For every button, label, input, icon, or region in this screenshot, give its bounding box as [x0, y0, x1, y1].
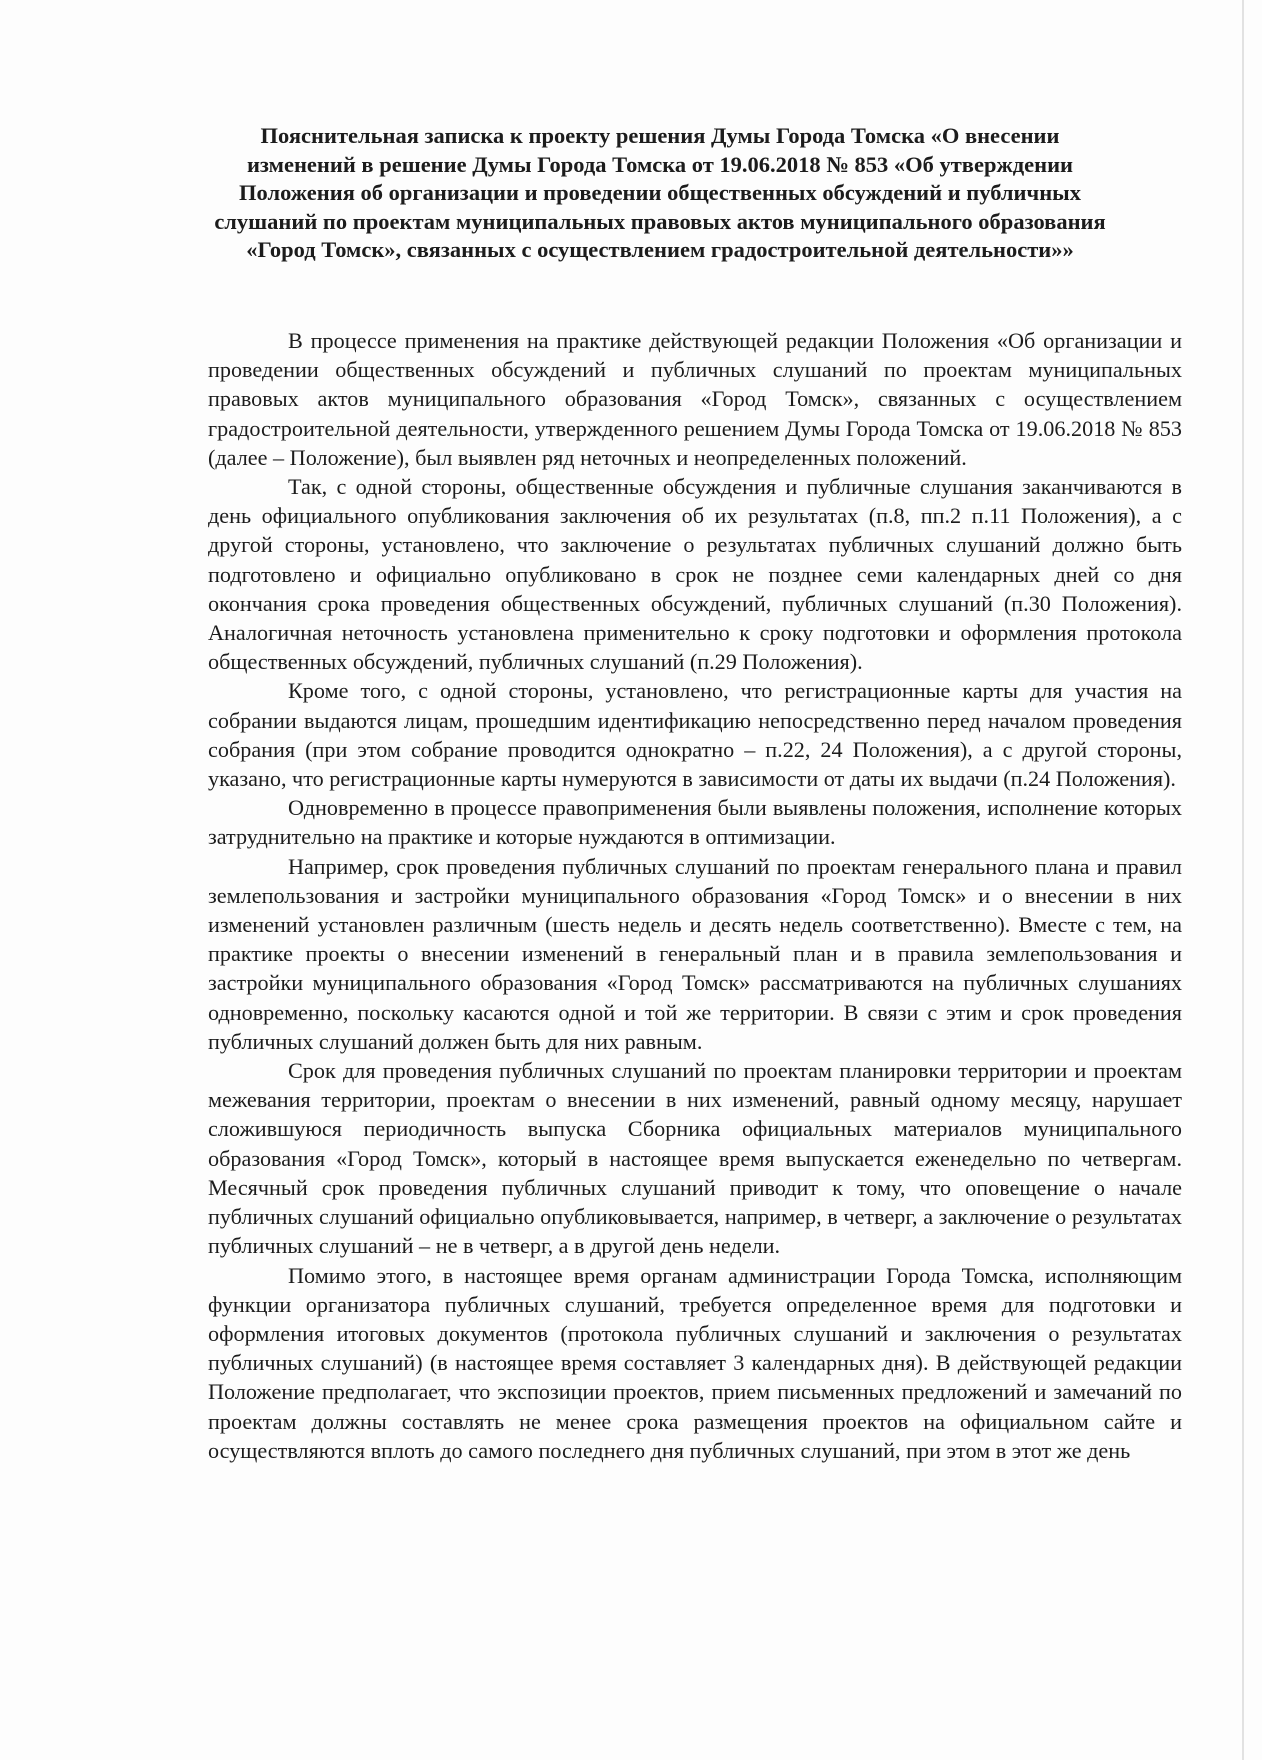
scan-edge-line [1242, 0, 1244, 1760]
paragraph-4: Одновременно в процессе правоприменения были выявлены положения, исполнение которых затруднительно на практике и которые нуждаются в оптимизации. [208, 795, 1182, 850]
paragraph-7: Помимо этого, в настоящее время органам администрации Города Томска, исполняющим функции организатора публичных слушаний, требуется определенное время для подготовки и оформления итоговых документов (протокола публичных слушаний и заключения о результатах публичных слушаний) (в настоящее время составляет 3 календарных дня). В действующей редакции Положение предполагает, что экспозиции проектов, прием письменных предложений и замечаний по проектам должны составлять не менее срока размещения проектов на официальном сайте и осуществляются вплоть до самого последнего дня публичных слушаний, при этом в этот же день [208, 1262, 1182, 1463]
paragraph-2: Так, с одной стороны, общественные обсуждения и публичные слушания заканчиваются в день официального опубликования заключения об их результатах (п.8, пп.2 п.11 Положения), а с другой стороны, установлено, что заключение о результатах публичных слушаний должно быть подготовлено и официально опубликовано в срок не позднее семи календарных дней со дня окончания срока проведения общественных обсуждений, публичных слушаний (п.30 Положения). Аналогичная неточность установлена применительно к сроку подготовки и оформления протокола общественных обсуждений, публичных слушаний (п.29 Положения). [208, 474, 1182, 675]
paragraph-3: Кроме того, с одной стороны, установлено, что регистрационные карты для участия на собрании выдаются лицам, прошедшим идентификацию непосредственно перед началом проведения собрания (при этом собрание проводится однократно – п.22, 24 Положения), а с другой стороны, указано, что регистрационные карты нумеруются в зависимости от даты их выдачи (п.24 Положения). [208, 678, 1182, 792]
document-title: Пояснительная записка к проекту решения Думы Города Томска «О внесении изменений в решение Думы Города Томска от 19.06.2018 № 853 «Об утверждении Положения об организации и проведении общественных обсуждений и публичных слушаний по проектам муниципальных правовых актов муниципального образования «Город Томск», связанных с осуществлением градостроительной деятельности»» [214, 123, 1106, 262]
paragraph-5: Например, срок проведения публичных слушаний по проектам генерального плана и правил землепользования и застройки муниципального образования «Город Томск» и о внесении в них изменений установлен различным (шесть недель и десять недель соответственно). Вместе с тем, на практике проекты о внесении изменений в генеральный план и в правила землепользования и застройки муниципального образования «Город Томск» рассматриваются на публичных слушаниях одновременно, поскольку касаются одной и той же территории. В связи с этим и срок проведения публичных слушаний должен быть для них равным. [208, 853, 1182, 1054]
document-body [208, 326, 1182, 1465]
paragraph-1: В процессе применения на практике действующей редакции Положения «Об организации и проведении общественных обсуждений и публичных слушаний по проектам муниципальных правовых актов муниципального образования «Город Томск», связанных с осуществлением градостроительной деятельности, утвержденного решением Думы Города Томска от 19.06.2018 № 853 (далее – Положение), был выявлен ряд неточных и неопределенных положений. [208, 328, 1182, 470]
paragraph-6: Срок для проведения публичных слушаний по проектам планировки территории и проектам межевания территории, проектам о внесении в них изменений, равный одному месяцу, нарушает сложившуюся периодичность выпуска Сборника официальных материалов муниципального образования «Город Томск», который в настоящее время выпускается еженедельно по четвергам. Месячный срок проведения публичных слушаний приводит к тому, что оповещение о начале публичных слушаний официально опубликовывается, например, в четверг, а заключение о результатах публичных слушаний – не в четверг, а в другой день недели. [208, 1058, 1182, 1259]
